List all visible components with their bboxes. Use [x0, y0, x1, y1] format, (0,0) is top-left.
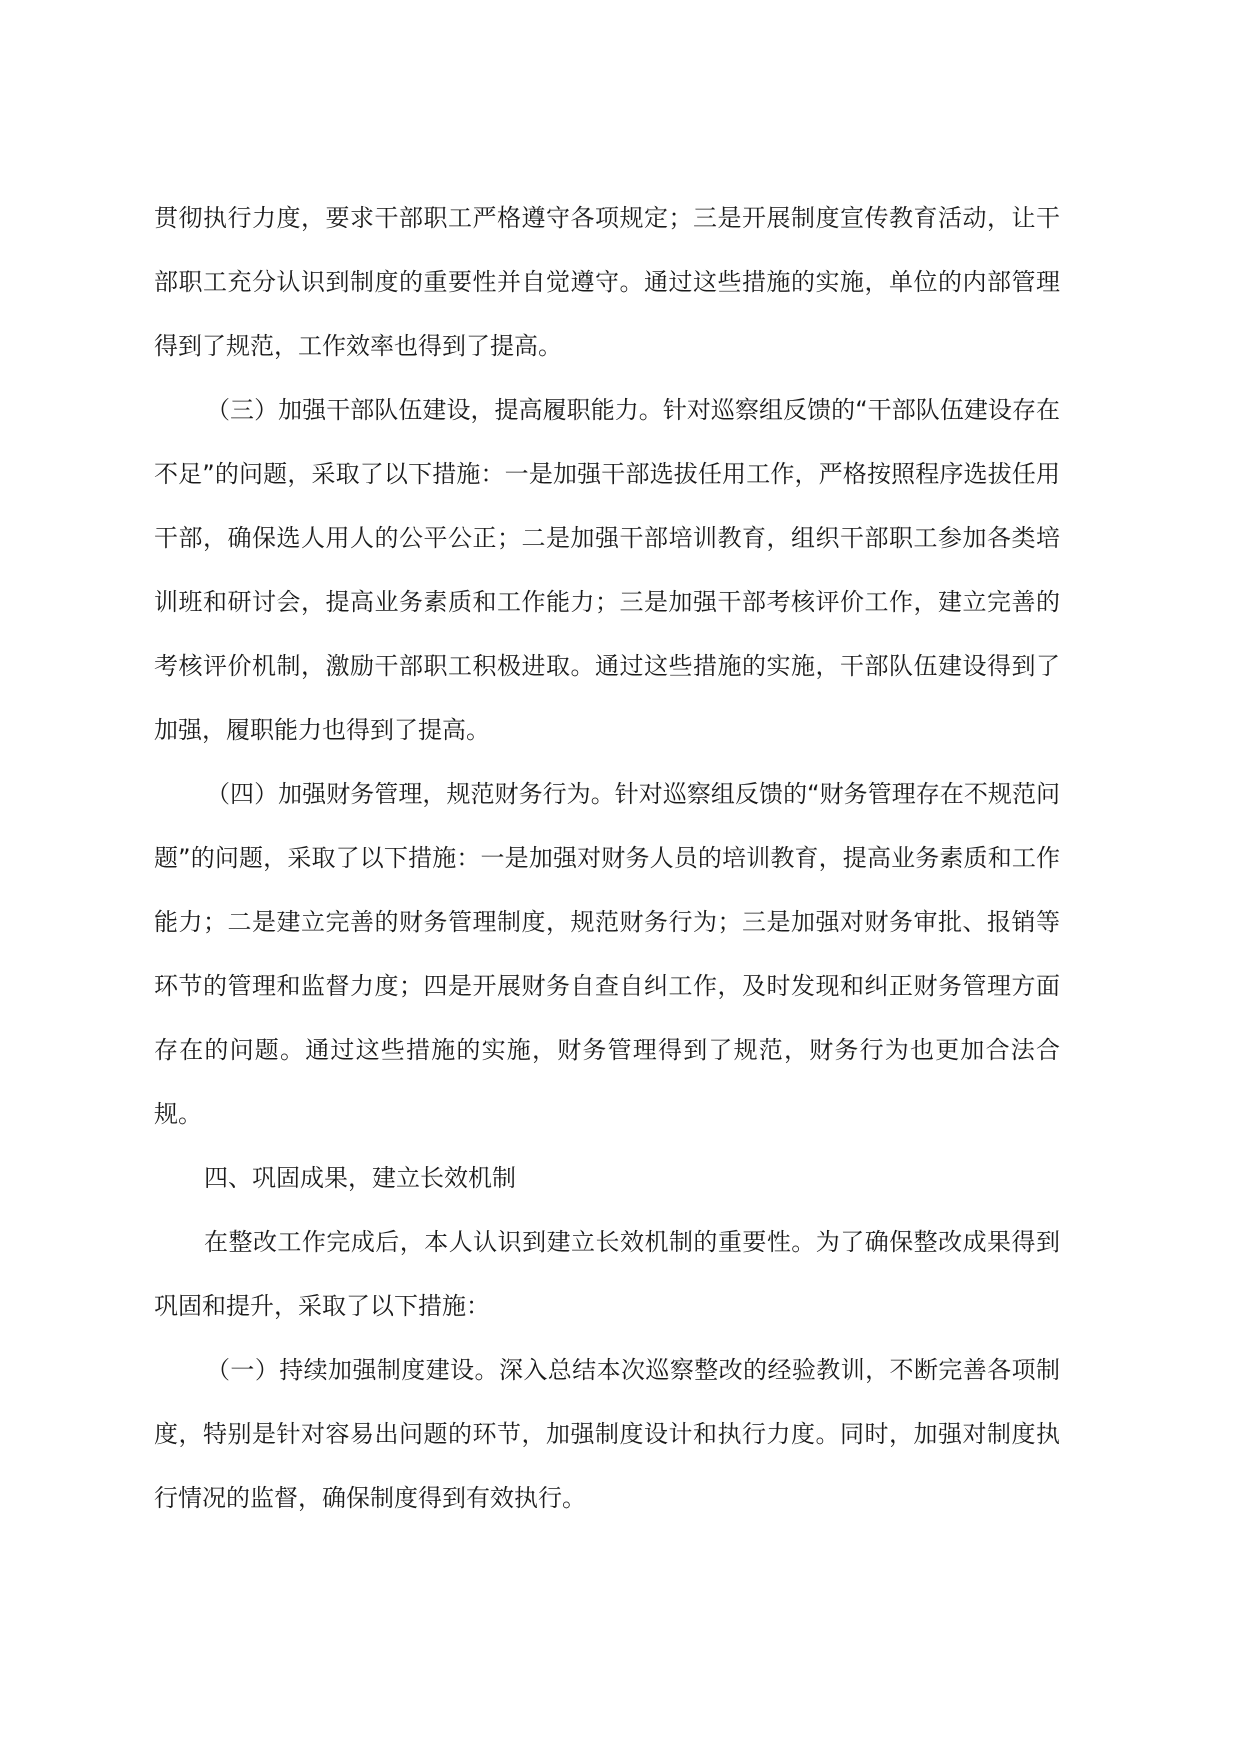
paragraph-section-3: （三）加强干部队伍建设，提高履职能力。针对巡察组反馈的“干部队伍建设存在不足”的问题，采取了以下措施：一是加强干部选拔任用工作，严格按照程序选拔任用干部，确保选人用人的公平公正；二是加强干部培训教育，组织干部职工参加各类培训班和研讨会，提高业务素质和工作能力；三是加强干部考核评价工作，建立完善的考核评价机制，激励干部职工积极进取。通过这些措施的实施，干部队伍建设得到了加强，履职能力也得到了提高。 [154, 396, 1060, 744]
paragraph-intro: 在整改工作完成后，本人认识到建立长效机制的重要性。为了确保整改成果得到巩固和提升，采取了以下措施： [154, 1228, 1060, 1320]
paragraph-sub-1: （一）持续加强制度建设。深入总结本次巡察整改的经验教训，不断完善各项制度，特别是针对容易出问题的环节，加强制度设计和执行力度。同时，加强对制度执行情况的监督，确保制度得到有效执行。 [154, 1356, 1060, 1512]
document-body [154, 186, 1060, 1530]
section-heading: 四、巩固成果，建立长效机制 [204, 1164, 516, 1192]
paragraph-continuation: 贯彻执行力度，要求干部职工严格遵守各项规定；三是开展制度宣传教育活动，让干部职工充分认识到制度的重要性并自觉遵守。通过这些措施的实施，单位的内部管理得到了规范，工作效率也得到了提高。 [154, 204, 1060, 360]
paragraph-section-4: （四）加强财务管理，规范财务行为。针对巡察组反馈的“财务管理存在不规范问题”的问题，采取了以下措施：一是加强对财务人员的培训教育，提高业务素质和工作能力；二是建立完善的财务管理制度，规范财务行为；三是加强对财务审批、报销等环节的管理和监督力度；四是开展财务自查自纠工作，及时发现和纠正财务管理方面存在的问题。通过这些措施的实施，财务管理得到了规范，财务行为也更加合法合规。 [154, 780, 1060, 1128]
